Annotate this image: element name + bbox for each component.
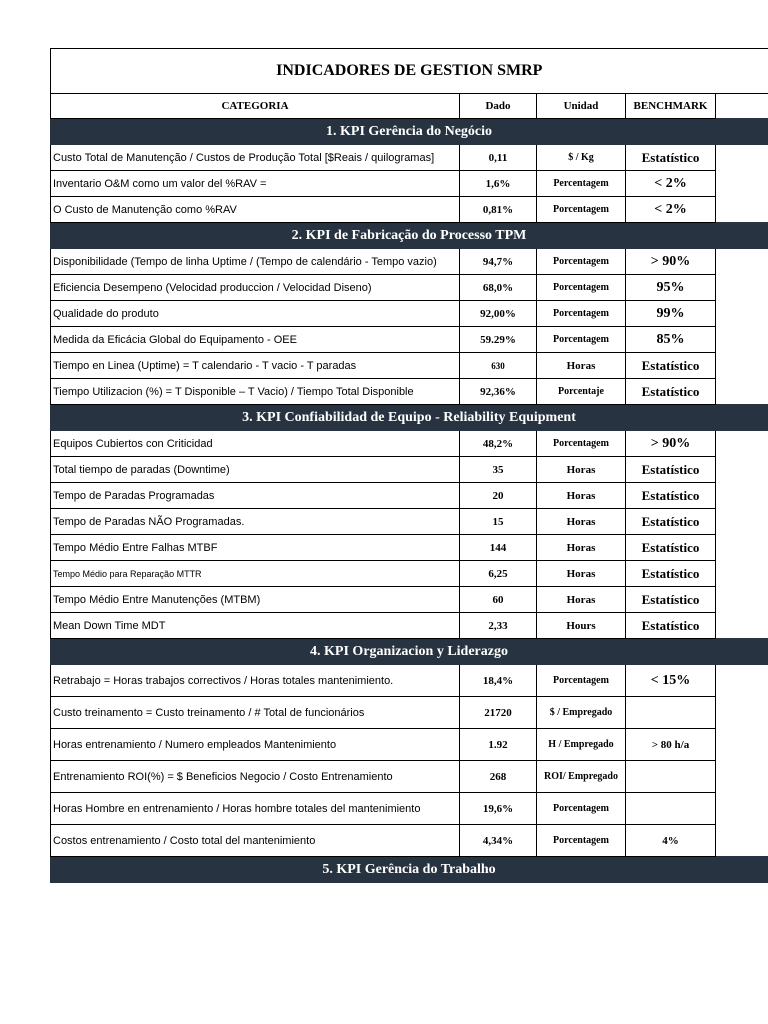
kpi-benchmark: 99% [626, 301, 716, 327]
kpi-value: 630 [460, 353, 537, 379]
kpi-benchmark [626, 697, 716, 729]
kpi-value: 48,2% [460, 431, 537, 457]
kpi-unit: Porcentagem [537, 825, 626, 857]
kpi-unit: Horas [537, 483, 626, 509]
kpi-description: Tiempo Utilizacion (%) = T Disponible – T Vacio) / Tiempo Total Disponible [51, 379, 460, 405]
table-row [51, 793, 768, 825]
kpi-description: Total tiempo de paradas (Downtime) [51, 457, 460, 483]
kpi-value: 268 [460, 761, 537, 793]
kpi-benchmark: Estatístico [626, 353, 716, 379]
kpi-value: 0,11 [460, 145, 537, 171]
blank-cell [716, 665, 768, 697]
kpi-description: Medida da Eficácia Global do Equipamento - OEE [51, 327, 460, 353]
kpi-value: 1,6% [460, 171, 537, 197]
blank-cell [716, 275, 768, 301]
kpi-value: 59.29% [460, 327, 537, 353]
kpi-unit: Porcentagem [537, 793, 626, 825]
blank-cell [716, 353, 768, 379]
blank-cell [716, 301, 768, 327]
kpi-unit: $ / Kg [537, 145, 626, 171]
kpi-benchmark: > 90% [626, 249, 716, 275]
table-row [51, 587, 768, 613]
kpi-description: Equipos Cubiertos con Criticidad [51, 431, 460, 457]
section-title: 4. KPI Organizacion y Liderazgo [51, 639, 768, 665]
kpi-description: Costos entrenamiento / Costo total del mantenimiento [51, 825, 460, 857]
blank-cell [716, 483, 768, 509]
table-row [51, 457, 768, 483]
section-title: 3. KPI Confiabilidad de Equipo - Reliability Equipment [51, 405, 768, 431]
kpi-benchmark: Estatístico [626, 535, 716, 561]
blank-cell [716, 509, 768, 535]
blank-cell [716, 613, 768, 639]
kpi-unit: Porcentagem [537, 197, 626, 223]
kpi-description: Mean Down Time MDT [51, 613, 460, 639]
kpi-value: 20 [460, 483, 537, 509]
kpi-value: 68,0% [460, 275, 537, 301]
kpi-description: Horas entrenamiento / Numero empleados Mantenimiento [51, 729, 460, 761]
kpi-value: 2,33 [460, 613, 537, 639]
table-row [51, 197, 768, 223]
header-benchmark: BENCHMARK [626, 94, 716, 119]
kpi-benchmark: Estatístico [626, 457, 716, 483]
section-header-row [51, 223, 768, 249]
kpi-value: 94,7% [460, 249, 537, 275]
kpi-description: Tempo Médio Entre Manutenções (MTBM) [51, 587, 460, 613]
kpi-unit: Porcentaje [537, 379, 626, 405]
section-header-row [51, 639, 768, 665]
kpi-unit: Horas [537, 509, 626, 535]
kpi-description: Retrabajo = Horas trabajos correctivos / Horas totales mantenimiento. [51, 665, 460, 697]
kpi-value: 144 [460, 535, 537, 561]
table-row [51, 561, 768, 587]
blank-cell [716, 697, 768, 729]
table-row [51, 509, 768, 535]
kpi-benchmark: > 80 h/a [626, 729, 716, 761]
kpi-unit: Hours [537, 613, 626, 639]
kpi-value: 19,6% [460, 793, 537, 825]
kpi-benchmark: < 2% [626, 197, 716, 223]
kpi-benchmark: Estatístico [626, 561, 716, 587]
kpi-unit: Percentagem [537, 171, 626, 197]
blank-cell [716, 793, 768, 825]
kpi-unit: Horas [537, 457, 626, 483]
table-row [51, 825, 768, 857]
kpi-unit: Porcentagem [537, 327, 626, 353]
kpi-description: Tempo de Paradas Programadas [51, 483, 460, 509]
kpi-unit: Horas [537, 587, 626, 613]
section-header-row [51, 857, 768, 883]
kpi-description: Horas Hombre en entrenamiento / Horas hombre totales del mantenimiento [51, 793, 460, 825]
table-row [51, 613, 768, 639]
table-row [51, 275, 768, 301]
kpi-unit: Porcentagem [537, 275, 626, 301]
page-title: INDICADORES DE GESTION SMRP [51, 49, 768, 94]
kpi-benchmark: Estatístico [626, 379, 716, 405]
kpi-description: O Custo de Manutenção como %RAV [51, 197, 460, 223]
blank-cell [716, 431, 768, 457]
kpi-value: 18,4% [460, 665, 537, 697]
table-row [51, 249, 768, 275]
blank-cell [716, 94, 768, 119]
kpi-description: Qualidade do produto [51, 301, 460, 327]
blank-cell [716, 587, 768, 613]
kpi-benchmark: 85% [626, 327, 716, 353]
kpi-description: Tiempo en Linea (Uptime) = T calendario - T vacio - T paradas [51, 353, 460, 379]
blank-cell [716, 171, 768, 197]
kpi-value: 92,36% [460, 379, 537, 405]
blank-cell [716, 327, 768, 353]
table-row [51, 327, 768, 353]
blank-cell [716, 379, 768, 405]
table-row [51, 171, 768, 197]
kpi-unit: Porcentagem [537, 431, 626, 457]
blank-cell [716, 535, 768, 561]
kpi-unit: ROI/ Empregado [537, 761, 626, 793]
kpi-value: 1.92 [460, 729, 537, 761]
kpi-benchmark: Estatístico [626, 483, 716, 509]
kpi-description: Custo Total de Manutenção / Custos de Produção Total [$Reais / quilogramas] [51, 145, 460, 171]
kpi-benchmark: > 90% [626, 431, 716, 457]
kpi-description: Disponibilidade (Tempo de linha Uptime / (Tempo de calendário - Tempo vazio) [51, 249, 460, 275]
header-unidad: Unidad [537, 94, 626, 119]
table-row [51, 145, 768, 171]
kpi-benchmark: Estatístico [626, 145, 716, 171]
kpi-unit: H / Empregado [537, 729, 626, 761]
table-row [51, 483, 768, 509]
kpi-description: Inventario O&M como um valor del %RAV = [51, 171, 460, 197]
kpi-unit: Porcentagem [537, 665, 626, 697]
section-title: 1. KPI Gerência do Negócio [51, 119, 768, 145]
kpi-benchmark: Estatístico [626, 587, 716, 613]
kpi-value: 15 [460, 509, 537, 535]
header-categoria: CATEGORIA [51, 94, 460, 119]
kpi-value: 92,00% [460, 301, 537, 327]
kpi-description: Tempo de Paradas NÃO Programadas. [51, 509, 460, 535]
kpi-benchmark: 95% [626, 275, 716, 301]
table-row [51, 535, 768, 561]
table-row [51, 301, 768, 327]
kpi-unit: Porcentagem [537, 301, 626, 327]
kpi-table [50, 48, 768, 883]
blank-cell [716, 197, 768, 223]
kpi-unit: Horas [537, 353, 626, 379]
table-row [51, 353, 768, 379]
kpi-benchmark: Estatístico [626, 509, 716, 535]
blank-cell [716, 825, 768, 857]
section-header-row [51, 119, 768, 145]
kpi-description: Tempo Médio Entre Falhas MTBF [51, 535, 460, 561]
kpi-benchmark [626, 793, 716, 825]
blank-cell [716, 249, 768, 275]
kpi-value: 60 [460, 587, 537, 613]
kpi-benchmark [626, 761, 716, 793]
table-row [51, 665, 768, 697]
kpi-value: 6,25 [460, 561, 537, 587]
blank-cell [716, 761, 768, 793]
kpi-benchmark: Estatístico [626, 613, 716, 639]
blank-cell [716, 457, 768, 483]
section-header-row [51, 405, 768, 431]
blank-cell [716, 145, 768, 171]
header-dado: Dado [460, 94, 537, 119]
table-row [51, 761, 768, 793]
section-title: 5. KPI Gerência do Trabalho [51, 857, 768, 883]
section-title: 2. KPI de Fabricação do Processo TPM [51, 223, 768, 249]
table-row [51, 729, 768, 761]
kpi-unit: $ / Empregado [537, 697, 626, 729]
blank-cell [716, 729, 768, 761]
kpi-value: 4,34% [460, 825, 537, 857]
kpi-unit: Horas [537, 535, 626, 561]
table-row [51, 431, 768, 457]
kpi-value: 35 [460, 457, 537, 483]
kpi-benchmark: < 2% [626, 171, 716, 197]
kpi-benchmark: < 15% [626, 665, 716, 697]
kpi-value: 0,81% [460, 197, 537, 223]
kpi-value: 21720 [460, 697, 537, 729]
kpi-description: Eficiencia Desempeno (Velocidad produccion / Velocidad Diseno) [51, 275, 460, 301]
blank-cell [716, 561, 768, 587]
table-row [51, 379, 768, 405]
kpi-unit: Porcentagem [537, 249, 626, 275]
kpi-description: Custo treinamento = Custo treinamento / # Total de funcionários [51, 697, 460, 729]
kpi-unit: Horas [537, 561, 626, 587]
kpi-description: Entrenamiento ROI(%) = $ Beneficios Negocio / Costo Entrenamiento [51, 761, 460, 793]
kpi-description: Tempo Médio para Reparação MTTR [51, 561, 460, 587]
table-row [51, 697, 768, 729]
kpi-benchmark: 4% [626, 825, 716, 857]
